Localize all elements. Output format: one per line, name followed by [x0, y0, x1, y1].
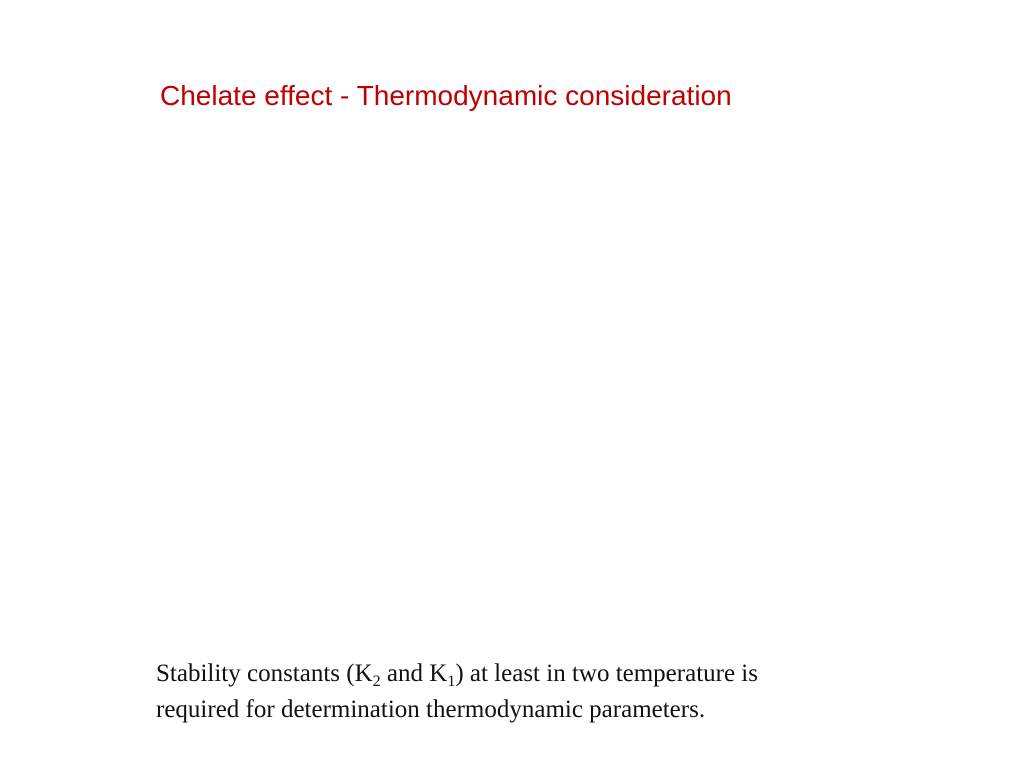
body-text-segment: Stability constants (K — [156, 660, 373, 687]
body-line-2: required for determination thermodynamic parameters. — [156, 696, 706, 723]
body-line-1 — [156, 656, 916, 692]
body-text-segment: and K — [380, 660, 448, 687]
subscript-k1: 1 — [447, 673, 456, 690]
slide-title: Chelate effect - Thermodynamic consideration — [160, 80, 732, 111]
slide-body-text — [156, 656, 916, 728]
subscript-k2: 2 — [372, 673, 381, 690]
body-text-segment: ) at least in two temperature is — [455, 660, 758, 687]
